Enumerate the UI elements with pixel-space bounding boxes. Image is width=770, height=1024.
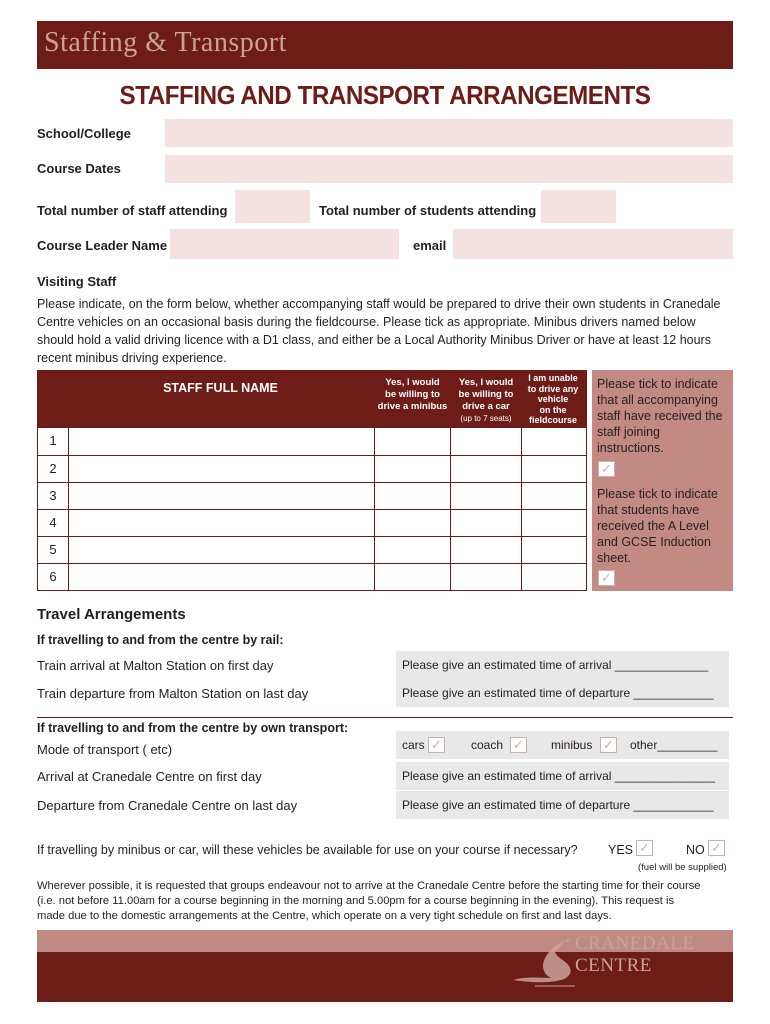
car-header-line: Yes, I would: [458, 377, 514, 388]
visiting-line: Please indicate, on the form below, whether accompanying staff would be prepared to drive their own students in Cranedale: [37, 297, 721, 311]
students-total-field[interactable]: [541, 190, 616, 223]
row-number: 5: [49, 542, 57, 557]
col-divider: [521, 371, 522, 590]
car-header-line: (up to 7 seats): [460, 414, 512, 423]
staff-instructions-line: staff joining: [597, 425, 661, 439]
row-number: 1: [49, 433, 57, 448]
unable-header: [522, 373, 584, 426]
page-title: STAFFING AND TRANSPORT ARRANGEMENTS: [119, 80, 651, 110]
rail-arrival-field[interactable]: Please give an estimated time of arrival ______________: [396, 651, 729, 679]
travel-heading: Travel Arrangements: [37, 606, 186, 623]
staff-name-cell-4[interactable]: [69, 510, 374, 536]
school-field[interactable]: [165, 119, 733, 147]
rail-heading: If travelling to and from the centre by rail:: [37, 633, 284, 647]
transport-mode-label: Mode of transport ( etc): [37, 742, 173, 757]
arrival-label: Arrival at Cranedale Centre on first day: [37, 769, 262, 784]
vehicle-no-label: NO: [686, 843, 705, 857]
school-label: School/College: [37, 126, 131, 141]
mode-coach-label: coach: [471, 738, 504, 752]
student-induction-checkbox[interactable]: ✓: [598, 570, 615, 586]
logo-centre: CENTRE: [575, 955, 652, 976]
mode-cars-label: cars: [402, 738, 425, 752]
unable-header-line: to drive any: [527, 383, 579, 394]
student-induction-line: received the A Level: [597, 519, 709, 533]
instructions-panel: [592, 370, 733, 591]
vehicle-question: If travelling by minibus or car, will these vehicles be available for use on your course if necessary?: [37, 843, 578, 857]
row-number: 6: [49, 569, 57, 584]
staff-instructions-text: [597, 376, 731, 456]
course-dates-label: Course Dates: [37, 161, 121, 176]
staff-instructions-checkbox[interactable]: ✓: [598, 461, 615, 477]
staff-instructions-line: staff have received the: [597, 409, 723, 423]
rail-arrival-label: Train arrival at Malton Station on first day: [37, 658, 274, 673]
own-transport-heading: If travelling to and from the centre by own transport:: [37, 721, 349, 735]
staff-instructions-line: that all accompanying: [597, 393, 718, 407]
minibus-header: [375, 377, 450, 413]
visiting-line: recent minibus driving experience.: [37, 351, 227, 365]
departure-label: Departure from Cranedale Centre on last day: [37, 798, 298, 813]
departure-field[interactable]: Please give an estimated time of departure ____________: [396, 791, 729, 819]
staff-name-cell-6[interactable]: [69, 564, 374, 590]
visiting-staff-text: [37, 295, 737, 367]
staff-table: [37, 370, 587, 591]
notice-line: (i.e. not before 11.00am for a course beginning in the morning and 5.00pm for a course beginning in the evening). This request is: [37, 895, 675, 907]
student-induction-line: Please tick to indicate: [597, 487, 718, 501]
student-induction-line: sheet.: [597, 551, 632, 565]
unable-header-line: fieldcourse: [528, 415, 577, 425]
fuel-note: (fuel will be supplied): [638, 862, 727, 873]
student-induction-line: and GCSE Induction: [597, 535, 711, 549]
mode-coach-checkbox[interactable]: ✓: [510, 737, 527, 753]
minibus-header-line: be willing to: [385, 389, 440, 400]
mode-cars-checkbox[interactable]: ✓: [428, 737, 445, 753]
arrival-notice: [37, 879, 701, 924]
unable-header-line: I am unable: [528, 373, 578, 383]
visiting-staff-heading: Visiting Staff: [37, 274, 117, 289]
email-label: email: [413, 238, 447, 253]
course-leader-field[interactable]: [170, 229, 399, 259]
row-number: 2: [49, 461, 57, 476]
arrival-field[interactable]: Please give an estimated time of arrival _______________: [396, 762, 729, 790]
staff-name-cell-3[interactable]: [69, 483, 374, 509]
vehicle-yes-label: YES: [608, 843, 634, 857]
car-header-line: drive a car: [462, 401, 510, 412]
staff-total-label: Total number of staff attending: [37, 203, 228, 218]
header-banner: [37, 21, 733, 69]
students-total-label: Total number of students attending: [319, 203, 537, 218]
staff-name-cell-2[interactable]: [69, 456, 374, 482]
vehicle-yes-checkbox[interactable]: ✓: [636, 840, 653, 856]
car-header: [451, 377, 521, 425]
mode-other-label[interactable]: other_________: [630, 738, 718, 752]
banner-title: Staffing & Transport: [44, 27, 287, 58]
course-dates-field[interactable]: [165, 155, 733, 183]
notice-line: Wherever possible, it is requested that groups endeavour not to arrive at the Cranedale Centre before the starting time for their course: [37, 880, 701, 892]
staff-table-header: [38, 371, 586, 428]
vehicle-no-checkbox[interactable]: ✓: [708, 840, 725, 856]
rail-departure-label: Train departure from Malton Station on last day: [37, 686, 309, 701]
staff-name-cell-1[interactable]: [69, 429, 374, 455]
car-header-line: be willing to: [458, 389, 514, 400]
visiting-line: Centre vehicles on an occasional basis during the fieldcourse. Please tick as appropriate. Minibus drivers named below: [37, 315, 696, 329]
email-field[interactable]: [453, 229, 733, 259]
rail-departure-field[interactable]: Please give an estimated time of departure ____________: [396, 679, 729, 707]
row-number: 4: [49, 515, 57, 530]
student-induction-text: [597, 486, 731, 566]
unable-header-line: on the: [539, 404, 567, 415]
visiting-line: should hold a valid driving licence with a D1 class, and either be a Local Authority Minibus Driver or have at least 12 hours: [37, 333, 711, 347]
staff-total-field[interactable]: [235, 190, 310, 223]
mode-minibus-label: minibus: [551, 738, 593, 752]
minibus-header-line: drive a minibus: [377, 401, 448, 412]
minibus-header-line: Yes, I would: [385, 377, 440, 388]
staff-name-cell-5[interactable]: [69, 537, 374, 563]
section-divider: [37, 717, 733, 718]
staff-instructions-line: Please tick to indicate: [597, 377, 718, 391]
course-leader-label: Course Leader Name: [37, 238, 168, 253]
staff-name-header: STAFF FULL NAME: [163, 381, 278, 395]
notice-line: made due to the domestic arrangements at the Centre, which operate on a very tight schedule on first and last days.: [37, 910, 612, 922]
col-divider: [450, 371, 451, 590]
col-divider: [374, 371, 375, 590]
footer-band: [37, 930, 733, 1002]
row-number: 3: [49, 488, 57, 503]
logo-cranedale: CRANEDALE: [575, 933, 695, 954]
mode-minibus-checkbox[interactable]: ✓: [600, 737, 617, 753]
staff-instructions-line: instructions.: [597, 441, 664, 455]
unable-header-line: vehicle: [537, 394, 569, 404]
student-induction-line: that students have: [597, 503, 700, 517]
